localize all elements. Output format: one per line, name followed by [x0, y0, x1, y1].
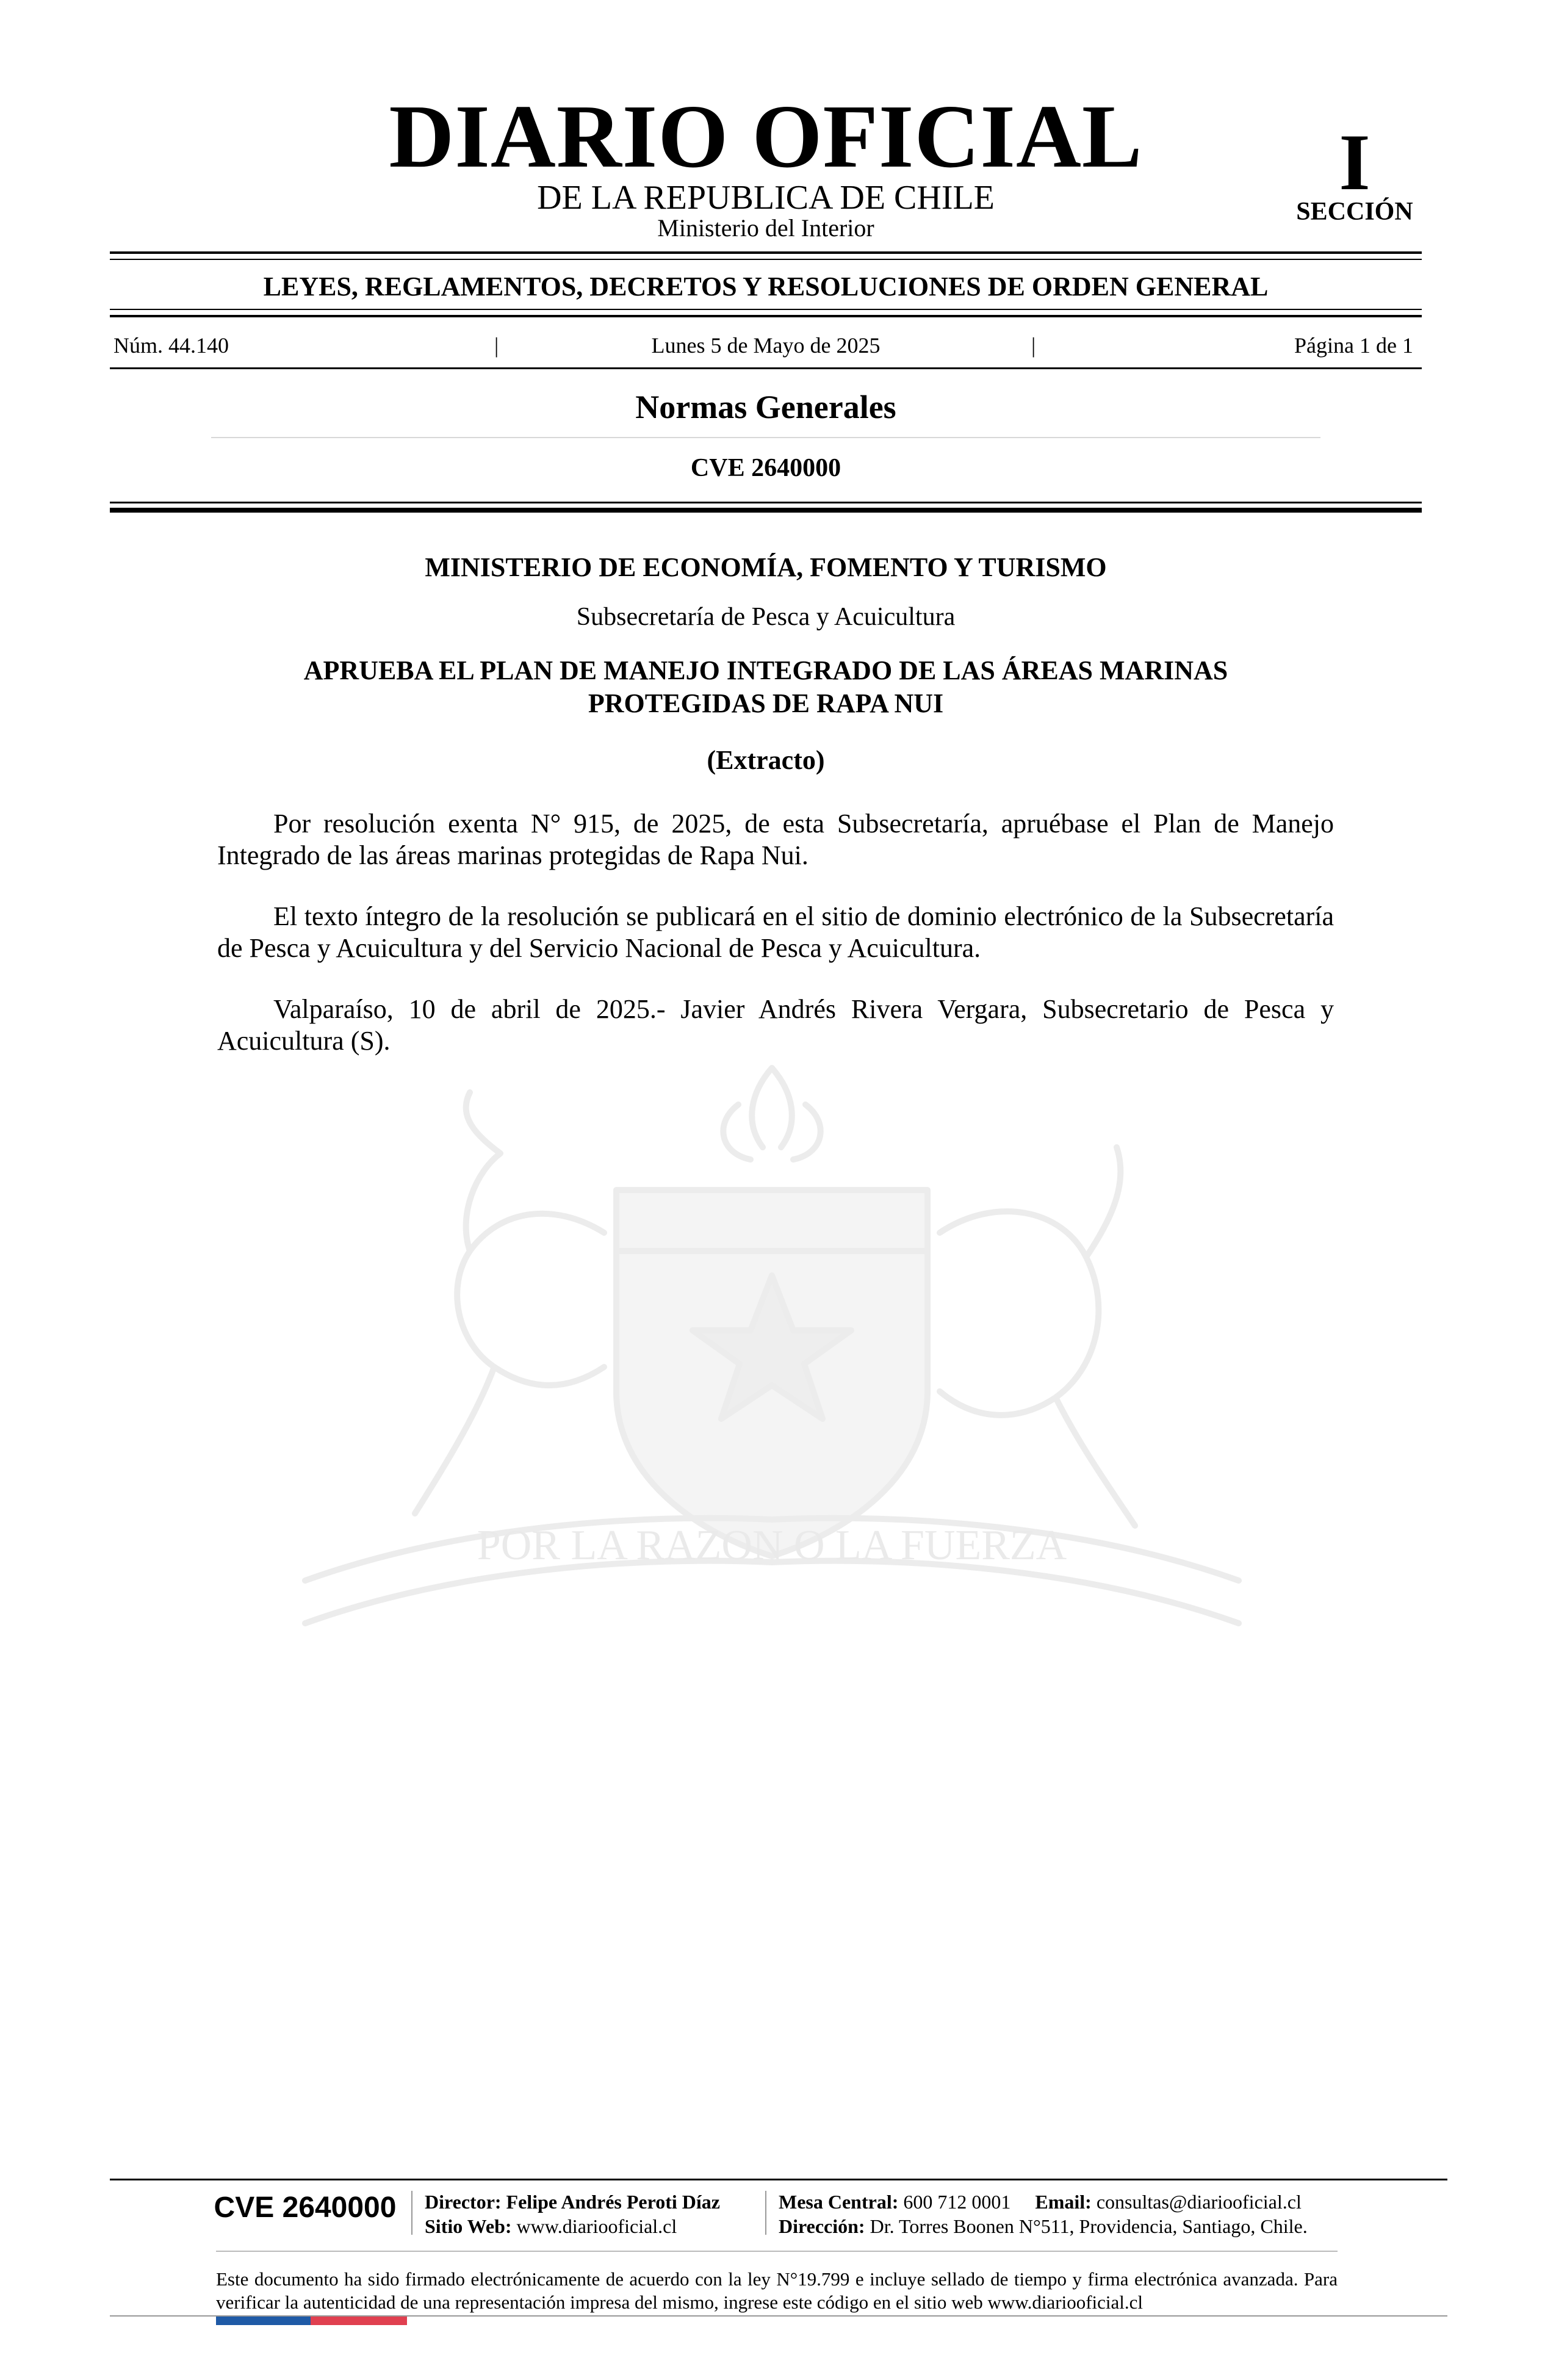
address-text: Dr. Torres Boonen N°511, Providencia, Santiago, Chile.: [870, 2215, 1308, 2237]
category-title: Normas Generales: [635, 389, 896, 425]
meta-rule: [110, 367, 1422, 369]
director-label: Director:: [425, 2191, 502, 2213]
section-label: SECCIÓN: [1296, 198, 1413, 226]
header-rule-bottom: [110, 508, 1422, 513]
subsecretaria-name: Subsecretaría de Pesca y Acuicultura: [576, 603, 956, 631]
ministry-name: MINISTERIO DE ECONOMÍA, FOMENTO Y TURISMO: [425, 552, 1107, 582]
laws-rule-thin: [110, 309, 1422, 310]
footer-rule-top: [110, 2179, 1447, 2180]
extract-label: (Extracto): [707, 745, 825, 775]
category-rule: [211, 437, 1320, 438]
header-rule-bottom-thin: [110, 502, 1422, 503]
issue-number: Núm. 44.140: [113, 333, 229, 358]
footer-director-block: [425, 2190, 720, 2238]
phone-number: 600 712 0001: [903, 2191, 1011, 2213]
website-link[interactable]: www.diariooficial.cl: [516, 2215, 677, 2237]
flag-stripe-blue: [216, 2317, 311, 2325]
coat-of-arms-watermark: [214, 1050, 1330, 1635]
phone-label: Mesa Central:: [779, 2191, 899, 2213]
laws-banner: LEYES, REGLAMENTOS, DECRETOS Y RESOLUCIONES DE ORDEN GENERAL: [263, 272, 1269, 301]
website-label: Sitio Web:: [425, 2215, 512, 2237]
header-rule-top-thin: [110, 259, 1422, 260]
body-paragraph: Por resolución exenta N° 915, de 2025, de esta Subsecretaría, apruébase el Plan de Manejo Integrado de las áreas marinas protegidas de Rapa Nui.: [217, 809, 1334, 870]
page-indicator: Página 1 de 1: [1294, 333, 1413, 358]
flag-stripe-red: [311, 2317, 407, 2325]
footer-contact-block: [779, 2190, 1308, 2238]
masthead-subtitle: DE LA REPUBLICA DE CHILE: [537, 179, 995, 217]
address-label: Dirección:: [779, 2215, 865, 2237]
watermark-motto: POR LA RAZON O LA FUERZA: [477, 1522, 1067, 1569]
email-label: Email:: [1035, 2191, 1092, 2213]
cve-code: CVE 2640000: [690, 454, 841, 482]
email-link[interactable]: consultas@diariooficial.cl: [1096, 2191, 1302, 2213]
meta-separator: |: [1031, 333, 1036, 358]
issue-date: Lunes 5 de Mayo de 2025: [651, 333, 881, 358]
footer-divider: [765, 2191, 766, 2235]
document-title: APRUEBA EL PLAN DE MANEJO INTEGRADO DE LAS ÁREAS MARINAS PROTEGIDAS DE RAPA NUI: [303, 655, 1228, 718]
footer-divider: [411, 2191, 412, 2235]
director-name: Felipe Andrés Peroti Díaz: [506, 2191, 720, 2213]
footer-rule-mid: [216, 2251, 1338, 2252]
body-paragraph: El texto íntegro de la resolución se publicará en el sitio de dominio electrónico de la Subsecretaría de Pesca y Acuicultura y del Servicio Nacional de Pesca y Acuicultura.: [217, 901, 1334, 963]
body-paragraph: Valparaíso, 10 de abril de 2025.- Javier Andrés Rivera Vergara, Subsecretario de Pesca y Acuicultura (S).: [217, 994, 1334, 1056]
masthead-ministry: Ministerio del Interior: [657, 214, 874, 242]
meta-separator: |: [494, 333, 499, 358]
section-numeral: I: [1339, 117, 1371, 207]
header-rule-top: [110, 251, 1422, 254]
laws-rule: [110, 315, 1422, 317]
footer-legal-notice: Este documento ha sido firmado electrónicamente de acuerdo con la ley N°19.799 e incluye sellado de tiempo y firma electrónica avanzada. Para verificar la autenticidad de una representación impresa del mismo, ingrese este código en el sitio web www.diariooficial.cl: [216, 2268, 1338, 2313]
footer-cve-code: CVE 2640000: [214, 2191, 397, 2224]
masthead-title: DIARIO OFICIAL: [389, 87, 1143, 187]
